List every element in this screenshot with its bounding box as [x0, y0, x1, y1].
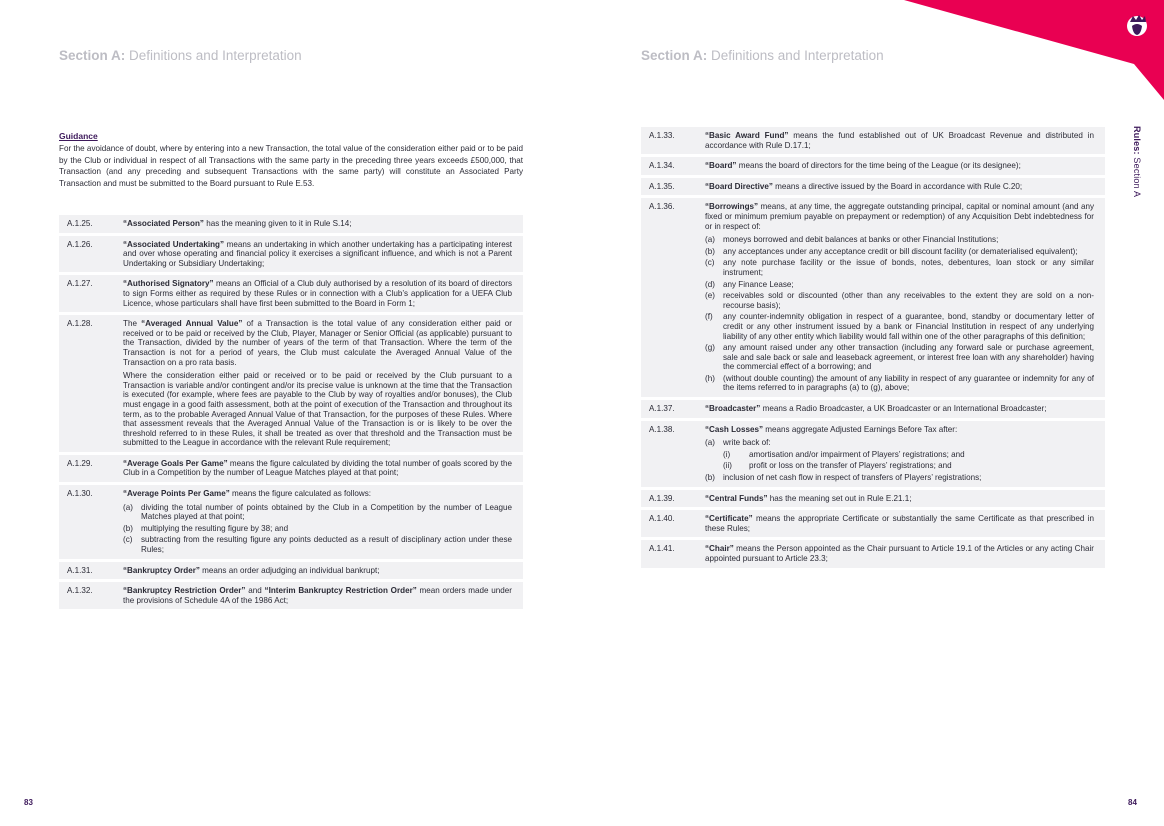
- rule-body: [705, 494, 1094, 504]
- rule-subitem: [123, 524, 512, 534]
- rule-definition: means, at any time, the aggregate outstanding principal, capital or nominal amount (and any fixed or minimum premium payable on prepayment or redemption) of any Acquisition Debt indebtedness for or in respect of:: [705, 202, 1094, 231]
- rule-definition: means aggregate Adjusted Earnings Before Tax after:: [763, 424, 958, 434]
- rule-body: [705, 425, 1094, 483]
- rule-term: “Chair”: [705, 544, 734, 554]
- rule-definition: means an undertaking in which another undertaking has a participating interest and over whose operating and financial policy it exercises a significant influence, and which is not a Parent Undertaking or Subsidiary Undertaking;: [123, 239, 513, 268]
- rule-paragraph: Where the consideration either paid or received or to be paid or received by the Club pursuant to a Transaction is variable and/or contingent and/or its precise value is unknown at the time that the Transaction is executed (for example, where fees are payable to the Club by way of royalties and/or bonuses), the Club must engage in a good faith assessment, both at the point of execution of the Transaction and throughout its term, as to the probable Averaged Annual Value of that Transaction, for the purposes of these Rules. Where that assessment reveals that the Averaged Annual Value of the Transaction is or is likely to be over the threshold referred to in these Rules, it shall be treated as over that threshold and the Transaction must be submitted to the League in accordance with the relevant Rule requirement;: [123, 371, 512, 448]
- subitem-text: any Finance Lease;: [723, 279, 794, 289]
- rule-text: [123, 319, 512, 367]
- rule-subitem: [705, 258, 1094, 277]
- rule-subitem: [123, 503, 512, 522]
- rule-text: [705, 544, 1094, 563]
- subsubitem-text: profit or loss on the transfer of Players’ registrations; and: [749, 461, 952, 471]
- subitem-label: (b): [705, 246, 715, 256]
- rule-definition: of a Transaction is the total value of any consideration either paid or received or to be paid or received by the Club, Player, Manager or Senior Official (as applicable) pursuant to the Transaction, divided by the number of years of the term of that Transaction. Where the term of the Transaction is not for a period of years, the Club must calculate the Averaged Annual Value of the Transaction on a pro rata basis.: [123, 319, 512, 367]
- rule-row: [59, 275, 523, 312]
- rule-number: A.1.26.: [67, 239, 93, 249]
- subitem-text: any counter-indemnity obligation in respect of a guarantee, bond, standby or documentary letter of credit or any other instrument issued by a bank or Financial Institution in respect of any underlying liability of any other entity which liability would fall within one of the other paragraphs of this definition;: [723, 312, 1094, 341]
- rule-row: [641, 540, 1105, 567]
- rule-row: [641, 127, 1105, 154]
- subitem-text: inclusion of net cash flow in respect of transfers of Players’ registrations;: [723, 473, 982, 483]
- section-header-left: Section A: Definitions and Interpretation: [59, 48, 302, 63]
- rule-definition: means a directive issued by the Board in accordance with Rule C.20;: [772, 181, 1023, 191]
- rule-body: [705, 161, 1094, 171]
- rule-body: [123, 566, 512, 576]
- rule-prefix: The: [123, 319, 142, 329]
- rule-text: [123, 489, 512, 499]
- rule-definition: means the fund established out of UK Broadcast Revenue and distributed in accordance with Rule D.17.1;: [705, 131, 1094, 150]
- rule-term: “Borrowings”: [705, 202, 759, 212]
- rule-number: A.1.27.: [67, 279, 93, 289]
- subsubitem-text: amortisation and/or impairment of Players’ registrations; and: [749, 449, 965, 459]
- subitem-text: any acceptances under any acceptance credit or bill discount facility (or dematerialised equivalent);: [723, 246, 1078, 256]
- rule-row: [59, 236, 523, 273]
- rule-text: [123, 240, 512, 269]
- subitem-text: any note purchase facility or the issue of bonds, notes, debentures, loan stock or any similar instrument;: [723, 258, 1094, 277]
- rule-text: [705, 202, 1094, 231]
- corner-banner: [904, 0, 1164, 100]
- rule-subitem: [705, 235, 1094, 245]
- rule-text: [705, 161, 1094, 171]
- rule-text: [123, 219, 512, 229]
- rule-body: [123, 459, 512, 478]
- guidance-text: For the avoidance of doubt, where by entering into a new Transaction, the total value of the consideration either paid or to be paid by the Club or individual in respect of all Transactions with the same party in the preceding three years exceeds £500,000, that Transaction (and any preceding and subsequent Transactions with the same party) will constitute an Associated Party Transaction and must be submitted to the Board pursuant to Rule E.53.: [59, 144, 523, 188]
- subitem-text: dividing the total number of points obtained by the Club in a Competition by the number of League Matches played at that point;: [141, 502, 512, 522]
- rule-number: A.1.30.: [67, 489, 93, 499]
- rule-term: “Basic Award Fund”: [705, 131, 789, 140]
- rule-text: [123, 566, 512, 576]
- rule-body: [705, 131, 1094, 150]
- rule-number: A.1.41.: [649, 544, 675, 554]
- rule-subitem: [705, 374, 1094, 393]
- right-rules-column: [641, 127, 1105, 571]
- subitem-label: (c): [123, 535, 133, 545]
- subitem-label: (b): [123, 523, 133, 533]
- rule-subitem: [123, 535, 512, 554]
- rule-body: [123, 279, 512, 308]
- rule-definition: means an order adjudging an individual bankrupt;: [199, 565, 380, 575]
- rule-definition: has the meaning given to it in Rule S.14;: [203, 219, 352, 228]
- rule-subsubitem: [705, 461, 1094, 471]
- rule-term: “Associated Person”: [123, 219, 204, 228]
- pink-corner-shape: [904, 0, 1164, 100]
- rule-term: “Interim Bankruptcy Restriction Order”: [264, 586, 417, 596]
- rule-definition: mean orders made under the provisions of Schedule 4A of the 1986 Act;: [123, 586, 512, 605]
- rule-number: A.1.38.: [649, 424, 675, 434]
- subitem-text: any amount raised under any other transaction (including any forward sale or purchase agreement, sale and sale back or sale and leaseback agreement, or interest free loan with any shareholder) having the commercial effect of a borrowing; and: [723, 343, 1094, 372]
- rule-definition: has the meaning set out in Rule E.21.1;: [767, 493, 912, 503]
- rule-number: A.1.34.: [649, 161, 675, 171]
- guidance-title: Guidance: [59, 131, 98, 141]
- rule-body: [705, 544, 1094, 563]
- rule-number: A.1.35.: [649, 181, 675, 191]
- subitem-text: receivables sold or discounted (other than any receivables to the extent they are sold on a non-recourse basis);: [723, 291, 1094, 310]
- subitem-text: multiplying the resulting figure by 38; and: [141, 523, 289, 533]
- rule-body: [705, 514, 1094, 533]
- rule-term: “Average Goals Per Game”: [123, 458, 228, 468]
- rule-definition: means a Radio Broadcaster, a UK Broadcaster or an International Broadcaster;: [760, 404, 1047, 414]
- rule-term: “Bankruptcy Order”: [123, 565, 200, 575]
- rule-body: [123, 240, 512, 269]
- rule-subitem: [705, 343, 1094, 372]
- rule-body: [123, 586, 512, 605]
- rule-text: [705, 494, 1094, 504]
- subitem-text: subtracting from the resulting figure any points deducted as a result of disciplinary action under these Rules;: [141, 535, 512, 555]
- rule-term: “Board Directive”: [705, 181, 773, 191]
- rule-definition: means an Official of a Club duly authorised by a resolution of its board of directors to sign Forms either as required by these Rules or in connection with a Club’s application for a UEFA Club Licence, whose particulars shall have first been submitted to the Board in Form 1;: [123, 279, 512, 308]
- subsubitem-label: (i): [723, 449, 731, 459]
- rule-number: A.1.33.: [649, 131, 675, 140]
- subsubitem-label: (ii): [723, 461, 732, 471]
- rule-body: [705, 202, 1094, 393]
- rule-term: “Associated Undertaking”: [123, 239, 225, 249]
- rule-text: [123, 279, 512, 308]
- page-number-left: 83: [24, 798, 33, 807]
- rule-number: A.1.36.: [649, 202, 675, 212]
- rule-text: [705, 131, 1094, 150]
- rule-row: [641, 490, 1105, 508]
- subitem-text: moneys borrowed and debit balances at banks or other Financial Institutions;: [723, 235, 999, 245]
- rule-row: [59, 562, 523, 580]
- rule-definition: means the board of directors for the time being of the League (or its designee);: [736, 161, 1021, 171]
- rule-row: [59, 455, 523, 482]
- rule-subitem: [705, 473, 1094, 483]
- rule-term: “Central Funds”: [705, 493, 768, 503]
- rule-text: [705, 404, 1094, 414]
- subitem-text: write back of:: [723, 438, 771, 448]
- rule-term: “Authorised Signatory”: [123, 279, 214, 289]
- rule-row: [59, 582, 523, 609]
- side-section-label: Rules: Section A: [1132, 126, 1142, 198]
- rule-definition: means the Person appointed as the Chair pursuant to Article 19.1 of the Articles or any acting Chair appointed pursuant to Article 23.3;: [705, 544, 1094, 563]
- subitem-label: (f): [705, 312, 713, 322]
- rule-row: [641, 178, 1105, 196]
- rule-body: [705, 404, 1094, 414]
- rule-subitem: [705, 291, 1094, 310]
- rule-definition: means the figure calculated by dividing the total number of goals scored by the Club in a Competition by the number of League Matches played at that point;: [123, 458, 512, 478]
- rule-connector: and: [245, 586, 265, 596]
- rule-definition: means the figure calculated as follows:: [229, 489, 372, 499]
- rule-body: [705, 182, 1094, 192]
- rule-term: “Certificate”: [705, 514, 753, 524]
- rule-number: A.1.28.: [67, 319, 93, 329]
- subitem-label: (a): [123, 502, 133, 512]
- rule-number: A.1.40.: [649, 514, 675, 524]
- rule-row: [641, 157, 1105, 175]
- rule-row: [59, 485, 523, 559]
- rule-row: [641, 510, 1105, 537]
- rule-subsubitem: [705, 450, 1094, 460]
- subitem-label: (a): [705, 235, 715, 245]
- rule-term: “Broadcaster”: [705, 404, 761, 414]
- rule-body: [123, 319, 512, 448]
- rule-number: A.1.37.: [649, 404, 675, 414]
- guidance-box: [59, 131, 523, 189]
- rule-subitem: [705, 312, 1094, 341]
- rule-row: [59, 315, 523, 452]
- rule-term: “Cash Losses”: [705, 424, 764, 434]
- subitem-label: (e): [705, 291, 715, 301]
- rule-text: [705, 182, 1094, 192]
- subitem-label: (g): [705, 343, 715, 353]
- rule-number: A.1.31.: [67, 565, 93, 575]
- rule-number: A.1.29.: [67, 458, 93, 468]
- rule-row: [59, 215, 523, 233]
- rule-number: A.1.25.: [67, 219, 93, 228]
- rule-text: [123, 459, 512, 478]
- rule-text: [705, 514, 1094, 533]
- subitem-text: (without double counting) the amount of any liability in respect of any guarantee or indemnity for any of the items referred to in paragraphs (a) to (g), above;: [723, 373, 1094, 393]
- subitem-label: (h): [705, 373, 715, 383]
- rule-number: A.1.39.: [649, 493, 675, 503]
- subitem-label: (b): [705, 473, 715, 483]
- rule-subitem: [705, 247, 1094, 257]
- left-rules-column: [59, 215, 523, 612]
- rule-row: [641, 198, 1105, 397]
- rule-body: [123, 219, 512, 229]
- rule-row: [641, 421, 1105, 487]
- rule-subitem: [705, 438, 1094, 448]
- rule-body: [123, 489, 512, 555]
- section-header-right: Section A: Definitions and Interpretation: [641, 48, 884, 63]
- rule-term: “Averaged Annual Value”: [141, 319, 243, 329]
- rule-subitem: [705, 280, 1094, 290]
- rule-term: “Board”: [705, 161, 737, 171]
- page-number-right: 84: [1128, 798, 1137, 807]
- rule-row: [641, 400, 1105, 418]
- rule-term: “Average Points Per Game”: [123, 489, 230, 499]
- subitem-label: (c): [705, 258, 715, 268]
- rule-definition: means the appropriate Certificate or substantially the same Certificate as that prescribed in these Rules;: [705, 514, 1094, 533]
- subitem-label: (a): [705, 438, 715, 448]
- rule-text: [123, 586, 512, 605]
- rule-text: [705, 425, 1094, 435]
- rule-number: A.1.32.: [67, 586, 93, 596]
- rule-term: “Bankruptcy Restriction Order”: [123, 586, 246, 596]
- subitem-label: (d): [705, 279, 715, 289]
